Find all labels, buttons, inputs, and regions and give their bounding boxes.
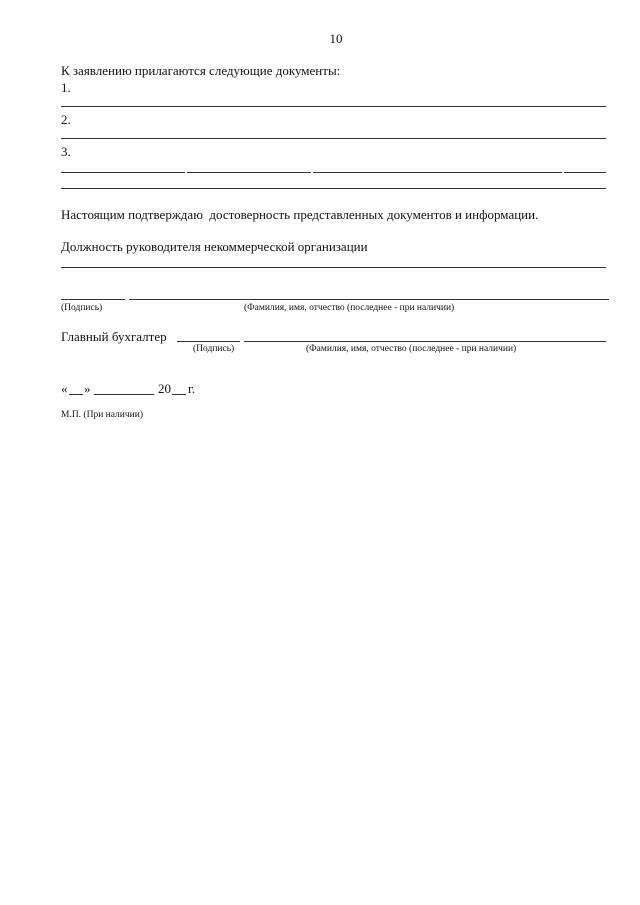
attachment-item-1-line xyxy=(61,106,606,107)
attachments-heading: К заявлению прилагаются следующие документы: xyxy=(61,63,341,78)
attachment-item-3-line-a xyxy=(61,172,185,173)
attachment-item-3-line-c xyxy=(313,172,562,173)
date-year-suffix: г. xyxy=(188,381,196,396)
attachment-item-1-number: 1. xyxy=(61,80,71,95)
head-position-line xyxy=(61,267,606,268)
attachment-item-2-line xyxy=(61,138,606,139)
stamp-note: М.П. (При наличии) xyxy=(61,410,143,420)
head-signature-line xyxy=(61,299,125,300)
page-number: 10 xyxy=(329,31,343,46)
accountant-name-caption: (Фамилия, имя, отчество (последнее - при наличии) xyxy=(306,344,517,354)
date-year-line xyxy=(172,394,186,395)
head-position-label: Должность руководителя некоммерческой организации xyxy=(61,239,368,254)
accountant-signature-line xyxy=(177,341,240,342)
accountant-name-line xyxy=(244,341,606,342)
head-name-caption: (Фамилия, имя, отчество (последнее - при наличии) xyxy=(244,303,455,313)
attachment-item-3-line-b xyxy=(187,172,311,173)
date-day-line xyxy=(69,394,83,395)
date-close-quote: » xyxy=(84,381,91,396)
head-name-line xyxy=(129,299,609,300)
confirmation-text: Настоящим подтверждаю достоверность представленных документов и информации. xyxy=(61,207,539,222)
date-year-prefix: 20 xyxy=(158,381,171,396)
attachment-item-3-number: 3. xyxy=(61,144,71,159)
head-signature-caption: (Подпись) xyxy=(61,303,103,313)
date-month-line xyxy=(94,394,154,395)
attachment-item-2-number: 2. xyxy=(61,112,71,127)
attachment-extra-line xyxy=(61,188,606,189)
accountant-label: Главный бухгалтер xyxy=(61,329,167,344)
date-open-quote: « xyxy=(61,381,68,396)
attachment-item-3-line-d xyxy=(564,172,606,173)
accountant-signature-caption: (Подпись) xyxy=(193,344,235,354)
